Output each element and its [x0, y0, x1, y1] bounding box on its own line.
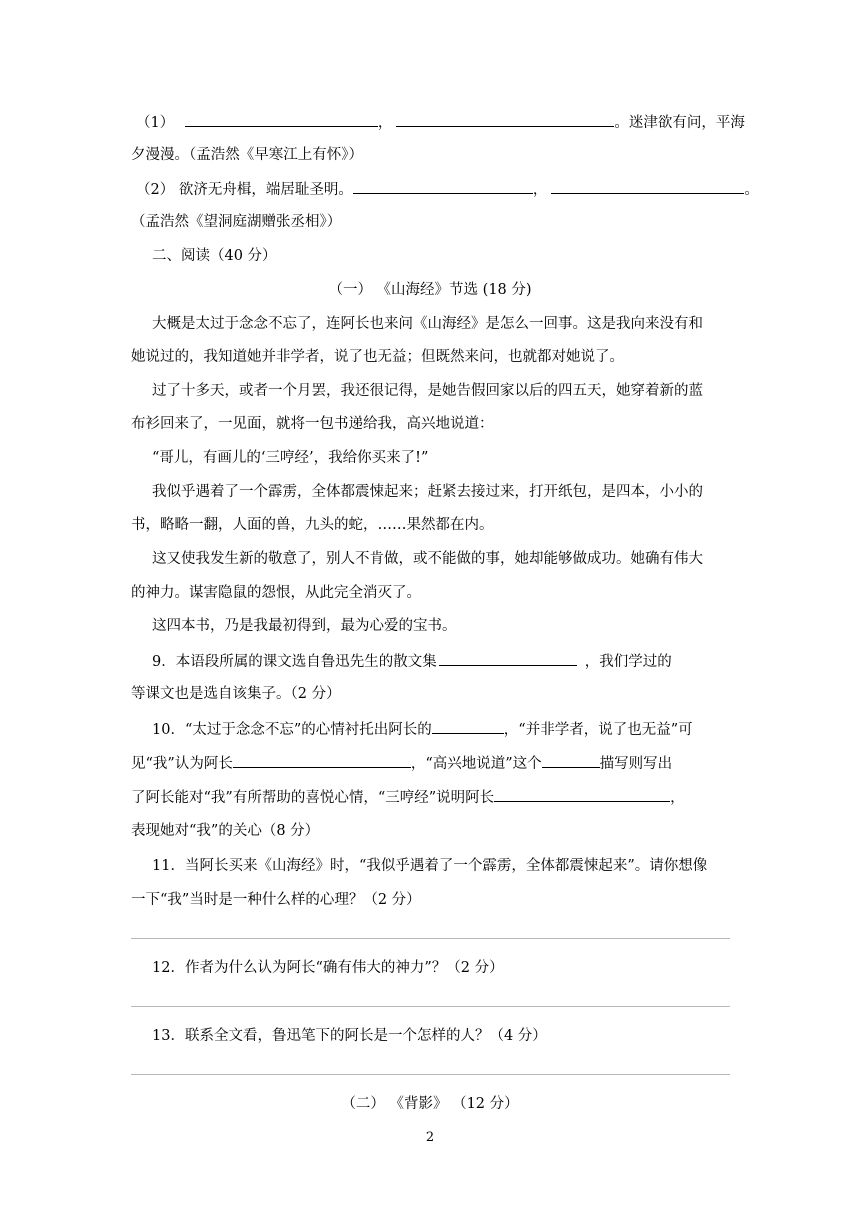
q10-text: ，“高兴地说道”这个	[410, 756, 542, 772]
q10-text: 描写则写出	[599, 756, 673, 772]
passage-line: 过了十多天，或者一个月罢，我还很记得，是她告假回家以后的四五天，她穿着新的蓝	[152, 383, 703, 399]
q9-text-b: ，我们学过的	[584, 654, 672, 670]
q10-line2	[131, 753, 672, 774]
q11-line1: 11．当阿长买来《山海经》时，“我似乎遇着了一个霹雳，全体都震悚起来”。请你想像	[152, 858, 708, 874]
q1-comma: ，	[377, 115, 393, 131]
q10-line3	[131, 787, 685, 808]
q1-blank-2[interactable]	[396, 112, 614, 127]
q10-text: 10．“太过于念念不忘”的心情衬托出阿长的	[152, 722, 432, 738]
q1-number: （1）	[136, 115, 175, 131]
q10-text: 见“我”认为阿长	[131, 756, 233, 772]
q10-line1	[152, 719, 693, 740]
q10-text: ，	[670, 790, 685, 806]
q9-line1	[152, 651, 672, 672]
q9-text-a: 9．本语段所属的课文选自鲁迅先生的散文集	[152, 654, 437, 670]
passage-line: 她说过的，我知道她并非学者，说了也无益；但既然来问，也就都对她说了。	[131, 349, 624, 365]
q9-line2: 等课文也是选自该集子。（2 分）	[131, 686, 341, 702]
passage-line: “哥儿，有画儿的‘三哼经’，我给你买来了!”	[152, 450, 429, 466]
q1-line1	[136, 112, 745, 133]
q10-text: 了阿长能对“我”有所帮助的喜悦心情，“三哼经”说明阿长	[131, 790, 495, 806]
section-heading: 二、阅读（40 分）	[152, 248, 277, 264]
q9-blank[interactable]	[439, 651, 577, 666]
part1-title: （一） 《山海经》节选 (18 分)	[328, 282, 532, 298]
q2-blank-2[interactable]	[551, 179, 744, 194]
q11-answer-line[interactable]	[131, 938, 730, 939]
q2-line1	[136, 179, 759, 200]
q11-line2: 一下“我”当时是一种什么样的心理？（2 分）	[131, 892, 421, 908]
q2-line2: （孟浩然《望洞庭湖赠张丞相》）	[131, 214, 342, 230]
q10-blank-2[interactable]	[233, 753, 411, 768]
passage-line: 书，略略一翻，人面的兽，九头的蛇，……果然都在内。	[131, 517, 494, 533]
passage-line: 布衫回来了，一见面，就将一包书递给我，高兴地说道：	[131, 416, 494, 432]
q10-blank-3[interactable]	[542, 753, 600, 768]
passage-line: 这四本书，乃是我最初得到，最为心爱的宝书。	[152, 618, 457, 634]
passage-line: 的神力。谋害隐鼠的怨恨，从此完全消灭了。	[131, 585, 421, 601]
q10-blank-1[interactable]	[432, 719, 504, 734]
q10-line4: 表现她对“我”的关心（8 分）	[131, 823, 320, 839]
q12-answer-line[interactable]	[131, 1006, 730, 1007]
passage-line: 这又使我发生新的敬意了，别人不肯做，或不能做的事，她却能够做成功。她确有伟大	[152, 551, 703, 567]
part2-title: （二） 《背影》 （12 分）	[341, 1096, 519, 1112]
q10-text: ，“并非学者，说了也无益”可	[503, 722, 693, 738]
q10-blank-4[interactable]	[494, 787, 670, 802]
q2-blank-1[interactable]	[353, 179, 533, 194]
q12-text: 12．作者为什么认为阿长“确有伟大的神力”？（2 分）	[152, 960, 504, 976]
q13-answer-line[interactable]	[131, 1074, 730, 1075]
q2-head: （2） 欲济无舟楫，端居耻圣明。	[136, 182, 353, 198]
passage-line: 我似乎遇着了一个霹雳，全体都震悚起来；赶紧去接过来，打开纸包，是四本，小小的	[152, 484, 703, 500]
page-number: 2	[425, 1130, 435, 1145]
q1-tail: 。迷津欲有问，平海	[614, 115, 745, 131]
q2-comma: ，	[532, 182, 548, 198]
q1-blank-1[interactable]	[185, 112, 378, 127]
passage-line: 大概是太过于念念不忘了，连阿长也来问《山海经》是怎么一回事。这是我向来没有和	[152, 316, 703, 332]
q1-line2: 夕漫漫。（孟浩然《早寒江上有怀》）	[131, 147, 363, 163]
q2-end: 。	[744, 182, 759, 198]
q13-text: 13．联系全文看，鲁迅笔下的阿长是一个怎样的人？（4 分）	[152, 1028, 547, 1044]
